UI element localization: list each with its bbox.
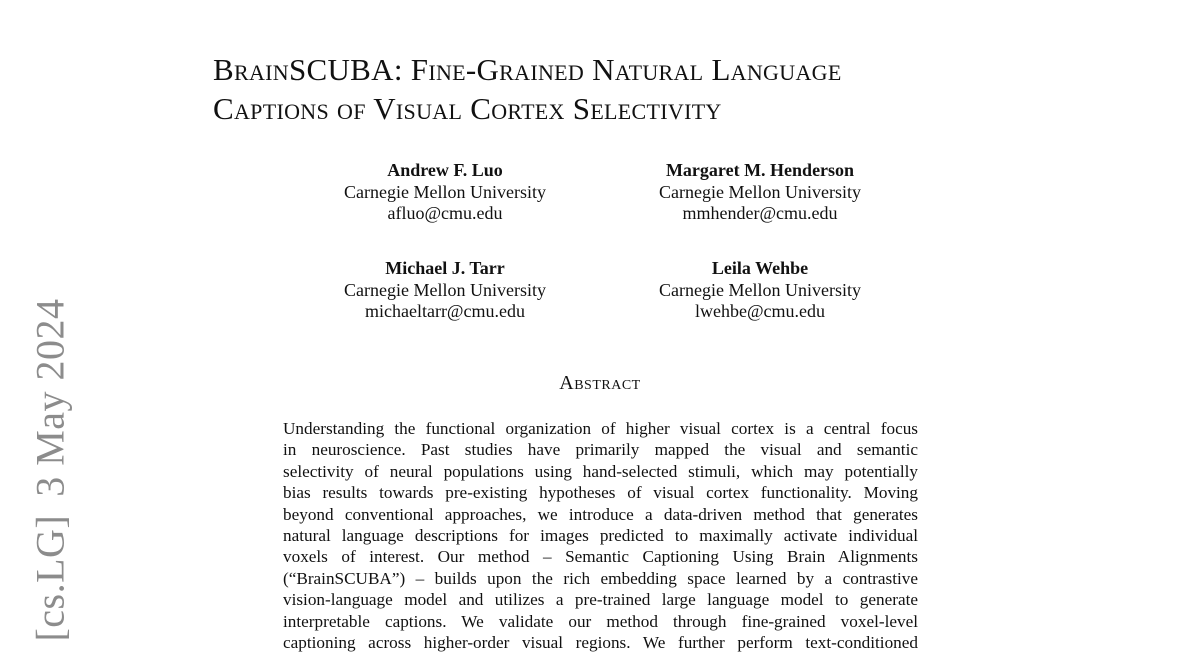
author-email[interactable]: mmhender@cmu.edu — [682, 203, 838, 223]
abstract-line: voxels of interest. Our method – Semantic Captioning Using Brain Alignments — [283, 547, 918, 567]
title-line-1: BrainSCUBA: Fine-Grained Natural Language — [213, 52, 842, 87]
author-name: Michael J. Tarr — [385, 258, 505, 278]
author-name: Leila Wehbe — [711, 258, 809, 278]
author-name: Margaret M. Henderson — [665, 160, 855, 180]
abstract-line: in neuroscience. Past studies have primarily mapped the visual and semantic — [283, 440, 918, 460]
author-email[interactable]: lwehbe@cmu.edu — [694, 301, 826, 321]
author-affiliation: Carnegie Mellon University — [344, 279, 546, 300]
author-entry — [610, 258, 910, 323]
author-email[interactable]: michaeltarr@cmu.edu — [364, 301, 525, 321]
author-entry — [295, 160, 595, 225]
arxiv-category: [cs.LG] — [27, 514, 73, 642]
author-affiliation: Carnegie Mellon University — [659, 181, 861, 202]
author-affiliation: Carnegie Mellon University — [659, 279, 861, 300]
abstract-line: captioning across higher-order visual regions. We further perform text-conditioned — [283, 633, 918, 653]
author-name: Andrew F. Luo — [387, 160, 503, 180]
author-email[interactable]: afluo@cmu.edu — [387, 203, 503, 223]
abstract-line: Understanding the functional organization of higher visual cortex is a central focus — [283, 419, 918, 438]
abstract-line: natural language descriptions for images predicted to maximally activate individual — [283, 526, 918, 546]
abstract-line: (“BrainSCUBA”) – builds upon the rich embedding space learned by a contrastive — [283, 568, 918, 588]
abstract-heading: Abstract — [559, 372, 641, 394]
abstract-line: interpretable captions. We validate our method through fine-grained voxel-level — [283, 611, 918, 631]
arxiv-date: 3 May 2024 — [27, 298, 73, 497]
author-entry — [610, 160, 910, 225]
abstract-line: bias results towards pre-existing hypotheses of visual cortex functionality. Moving — [283, 483, 918, 503]
title-line-2: Captions of Visual Cortex Selectivity — [213, 91, 722, 126]
abstract-line: beyond conventional approaches, we introduce a data-driven method that generates — [283, 504, 918, 524]
abstract-body — [283, 418, 918, 653]
author-affiliation: Carnegie Mellon University — [344, 181, 546, 202]
author-entry — [295, 258, 595, 323]
abstract-line: vision-language model and utilizes a pre-trained large language model to generate — [283, 590, 918, 610]
paper-title — [213, 50, 1113, 128]
abstract-line: selectivity of neural populations using hand-selected stimuli, which may potentially — [283, 461, 918, 481]
arxiv-side-stamp — [27, 298, 74, 641]
